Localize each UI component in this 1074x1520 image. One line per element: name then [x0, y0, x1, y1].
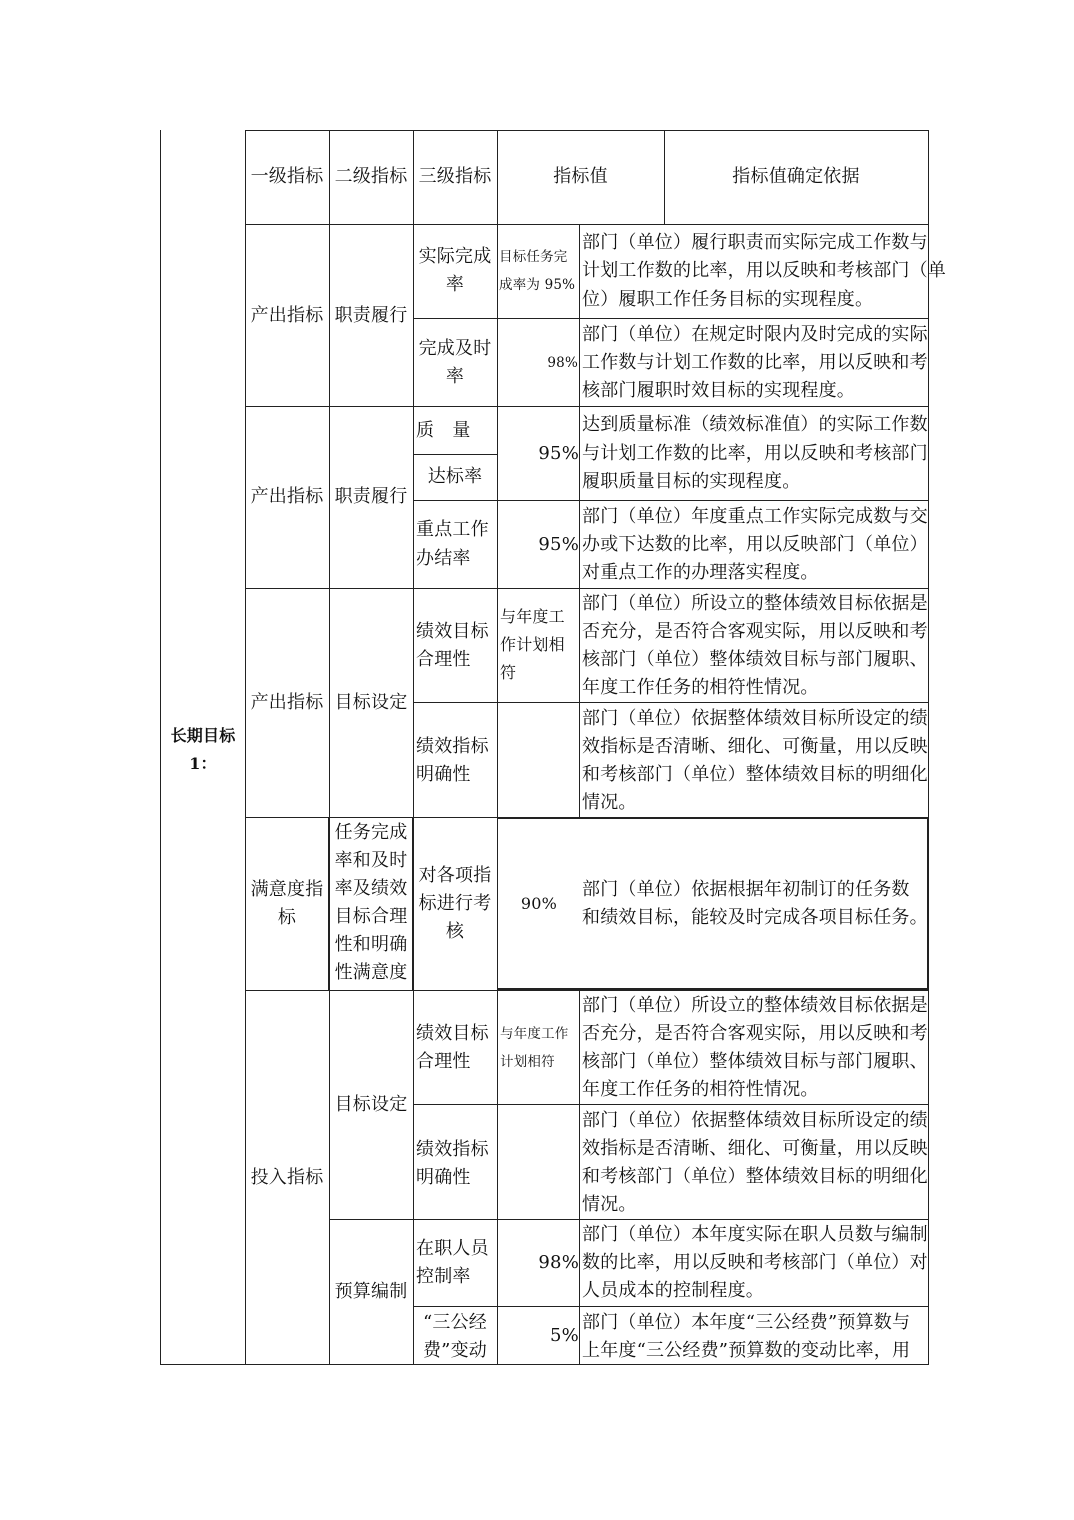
r5a-name-line1: 绩效目标: [416, 1023, 489, 1044]
r2b-basis-line3: 对重点工作的办理落实程度。: [582, 562, 819, 583]
r4-level2-line2: 率和及时: [334, 850, 408, 871]
r2b-basis-line1: 部门（单位）年度重点工作实际完成数与交: [582, 506, 928, 527]
r5a-basis-line4: 年度工作任务的相符性情况。: [582, 1079, 819, 1100]
r1a-name-line1: 实际完成: [418, 246, 492, 267]
r5-level2-goal: 目标设定: [334, 1094, 408, 1115]
r2-level2: 职责履行: [334, 486, 408, 507]
r5c-name-line2: 控制率: [416, 1266, 471, 1287]
r3a-value-line2: 作计划相: [500, 635, 565, 654]
r5b-basis-line2: 效指标是否清晰、细化、可衡量，用以反映: [582, 1138, 928, 1159]
r3a-basis-line4: 年度工作任务的相符性情况。: [582, 677, 819, 698]
r5a-basis-line2: 否充分，是否符合客观实际，用以反映和考: [582, 1023, 928, 1044]
r5b-basis-line3: 和考核部门（单位）整体绩效目标的明细化: [582, 1166, 928, 1187]
r5d-name-line1: “三公经: [422, 1312, 487, 1333]
r4-name-line3: 核: [445, 921, 465, 942]
r5b-basis-line1: 部门（单位）依据整体绩效目标所设定的绩: [582, 1110, 928, 1131]
r3b-basis-line3: 和考核部门（单位）整体绩效目标的明细化: [582, 764, 928, 785]
r4-level1-line2: 标: [277, 907, 297, 928]
r2b-basis-line2: 办或下达数的比率，用以反映部门（单位）: [582, 534, 928, 555]
r3-level1: 产出指标: [250, 692, 324, 713]
r2a-basis-line2: 与计划工作数的比率，用以反映和考核部门: [582, 443, 928, 464]
r5d-name-line2: 费”变动: [422, 1340, 487, 1361]
r4-level1-line1: 满意度指: [250, 879, 324, 900]
r4-basis-line2: 和绩效目标，能较及时完成各项目标任务。: [582, 907, 928, 928]
r3b-basis-line4: 情况。: [582, 792, 637, 813]
r5a-basis-line3: 核部门（单位）整体绩效目标与部门履职、: [582, 1051, 928, 1072]
r3a-value-line3: 符: [500, 663, 517, 682]
r3b-name-line1: 绩效指标: [416, 736, 489, 757]
side-label-line1: 长期目标: [170, 726, 236, 745]
header-basis: 指标值确定依据: [732, 166, 860, 187]
r5-level1: 投入指标: [250, 1167, 324, 1188]
r4-value: 90%: [520, 894, 558, 913]
r3b-basis-line1: 部门（单位）依据整体绩效目标所设定的绩: [582, 708, 928, 729]
r5a-value-line1: 与年度工作: [500, 1026, 569, 1042]
r4-name-line2: 标进行考: [418, 893, 492, 914]
r2a-basis-line3: 履职质量目标的实现程度。: [582, 471, 801, 492]
r5b-basis-line4: 情况。: [582, 1194, 637, 1215]
r3a-basis-line3: 核部门（单位）整体绩效目标与部门履职、: [582, 649, 928, 670]
r5a-name-line2: 合理性: [416, 1051, 471, 1072]
r4-name-line1: 对各项指: [418, 865, 492, 886]
r1a-basis-line1: 部门（单位）履行职责而实际完成工作数与: [582, 232, 928, 253]
r3a-basis-line2: 否充分，是否符合客观实际，用以反映和考: [582, 621, 928, 642]
r1a-basis-line2: 计划工作数的比率，用以反映和考核部门（单: [582, 260, 946, 281]
r1b-value: 98%: [547, 355, 578, 371]
r2a-name2: 达标率: [427, 466, 483, 487]
header-value: 指标值: [553, 166, 608, 187]
r3a-value-line1: 与年度工: [500, 607, 565, 626]
side-label-line2: 1：: [189, 754, 217, 773]
r4-basis-line1: 部门（单位）依据根据年初制订的任务数: [582, 879, 910, 900]
r3a-basis-line1: 部门（单位）所设立的整体绩效目标依据是: [582, 593, 928, 614]
r5c-basis-line3: 人员成本的控制程度。: [582, 1280, 764, 1301]
r5c-value: 98%: [538, 1252, 579, 1273]
r3a-name-line1: 绩效目标: [416, 621, 489, 642]
header-level2: 二级指标: [334, 166, 408, 187]
r5b-name-line2: 明确性: [416, 1167, 471, 1188]
r3b-basis-line2: 效指标是否清晰、细化、可衡量，用以反映: [582, 736, 928, 757]
r1b-name-line2: 率: [445, 366, 465, 387]
r2a-value: 95%: [538, 443, 579, 464]
header-level3: 三级指标: [418, 166, 492, 187]
r5d-value: 5%: [550, 1325, 579, 1346]
r3a-name-line2: 合理性: [416, 649, 471, 670]
r3-level2: 目标设定: [334, 692, 408, 713]
r2a-name1: 质 量: [416, 420, 471, 441]
r5a-basis-line1: 部门（单位）所设立的整体绩效目标依据是: [582, 995, 928, 1016]
r1b-basis-line1: 部门（单位）在规定时限内及时完成的实际: [582, 324, 928, 345]
r5c-basis-line2: 数的比率，用以反映和考核部门（单位）对: [582, 1252, 928, 1273]
r1-level1: 产出指标: [250, 305, 324, 326]
r5d-basis-line2: 上年度“三公经费”预算数的变动比率，用: [582, 1340, 911, 1361]
r3b-name-line2: 明确性: [416, 764, 471, 785]
r1b-name-line1: 完成及时: [418, 338, 492, 359]
r1a-basis-line3: 位）履职工作任务目标的实现程度。: [582, 289, 874, 310]
r4-level2-line6: 性满意度: [334, 962, 408, 983]
r1a-name-line2: 率: [445, 274, 465, 295]
r4-level2-line4: 目标合理: [334, 906, 408, 927]
r5-level2-budget: 预算编制: [334, 1281, 408, 1302]
r5b-name-line1: 绩效指标: [416, 1139, 489, 1160]
r2-level1: 产出指标: [250, 486, 324, 507]
r1-level2: 职责履行: [334, 305, 408, 326]
r2a-basis-line1: 达到质量标准（绩效标准值）的实际工作数: [582, 414, 928, 435]
r1b-basis-line3: 核部门履职时效目标的实现程度。: [582, 380, 855, 401]
r1a-value-line1: 目标任务完: [499, 249, 568, 265]
r5a-value-line2: 计划相符: [500, 1054, 555, 1070]
r5c-basis-line1: 部门（单位）本年度实际在职人员数与编制: [582, 1224, 928, 1245]
r2b-value: 95%: [538, 534, 579, 555]
r1b-basis-line2: 工作数与计划工作数的比率，用以反映和考: [582, 352, 928, 373]
r2b-name-line1: 重点工作: [416, 519, 489, 540]
r4-level2-line3: 率及绩效: [334, 878, 408, 899]
r2b-name-line2: 办结率: [416, 548, 471, 569]
r1a-value-line2: 成率为 95%: [499, 277, 576, 293]
r4-level2-line1: 任务完成: [334, 822, 408, 843]
r4-level2-line5: 性和明确: [334, 934, 408, 955]
r5c-name-line1: 在职人员: [416, 1238, 489, 1259]
header-level1: 一级指标: [250, 166, 324, 187]
r5d-basis-line1: 部门（单位）本年度“三公经费”预算数与: [582, 1312, 911, 1333]
